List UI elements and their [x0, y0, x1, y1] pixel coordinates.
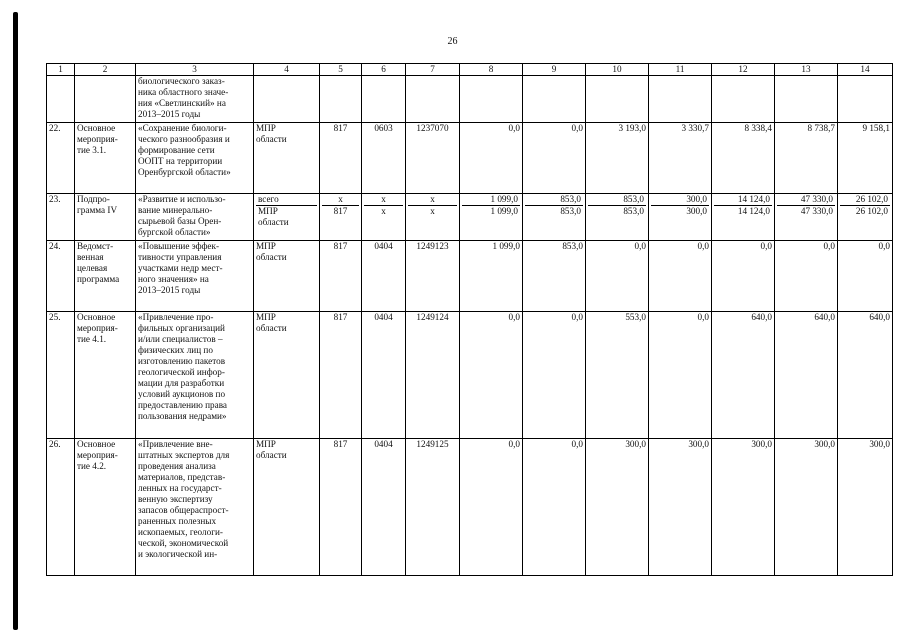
- amount-col10: [586, 76, 649, 123]
- code-section: 0603: [362, 123, 406, 194]
- amount-col13: 0,0: [775, 241, 838, 312]
- amount-col8: 0,0: [460, 312, 523, 439]
- executor-line: всего: [256, 194, 317, 206]
- column-header-1: 1: [47, 64, 75, 76]
- amount-col12: [712, 194, 775, 241]
- table-row: [47, 439, 893, 576]
- item-description: «Привлечение вне- штатных экспертов для проведения анализа материалов, представ- ленных на государст- венную экспертизу запасов общераспрост- раненных полезных ископаемых, геологи- ческой, экономической и экологической ин-: [136, 439, 254, 576]
- item-type: Ведомст- венная целевая программа: [75, 241, 136, 312]
- amount-col11-line: 300,0: [686, 206, 707, 216]
- column-header-4: 4: [254, 64, 320, 76]
- amount-col12: 640,0: [712, 312, 775, 439]
- amount-col13-line: 47 330,0: [777, 194, 835, 206]
- code-ministry: 817: [320, 123, 362, 194]
- column-header-9: 9: [523, 64, 586, 76]
- amount-col11-line: 300,0: [651, 194, 709, 206]
- executor: [254, 76, 320, 123]
- row-number: 26.: [47, 439, 75, 576]
- amount-col14: 9 158,1: [838, 123, 893, 194]
- code-ministry: [320, 194, 362, 241]
- amount-col12: [712, 76, 775, 123]
- amount-col10: 553,0: [586, 312, 649, 439]
- amount-col12-line: 14 124,0: [737, 206, 770, 216]
- executor: [254, 194, 320, 241]
- code-ministry: 817: [320, 241, 362, 312]
- amount-col13: 8 738,7: [775, 123, 838, 194]
- amount-col8: [460, 76, 523, 123]
- row-number: 22.: [47, 123, 75, 194]
- column-header-11: 11: [649, 64, 712, 76]
- column-header-7: 7: [406, 64, 460, 76]
- amount-col9-line: 853,0: [525, 194, 583, 206]
- code-article-line: x: [430, 206, 435, 216]
- item-type: Основное мероприя- тие 4.1.: [75, 312, 136, 439]
- amount-col11: [649, 194, 712, 241]
- code-ministry: [320, 76, 362, 123]
- amount-col10-line: 853,0: [623, 206, 644, 216]
- executor: МПР области: [254, 123, 320, 194]
- row-number: 25.: [47, 312, 75, 439]
- amount-col13: [775, 194, 838, 241]
- code-section: 0404: [362, 439, 406, 576]
- column-header-10: 10: [586, 64, 649, 76]
- binding-edge: [13, 12, 18, 630]
- code-ministry: 817: [320, 312, 362, 439]
- amount-col14: 640,0: [838, 312, 893, 439]
- amount-col9: 0,0: [523, 439, 586, 576]
- column-header-2: 2: [75, 64, 136, 76]
- row-number: 23.: [47, 194, 75, 241]
- amount-col8: [460, 194, 523, 241]
- item-description: «Развитие и использо- вание минерально- сырьевой базы Орен- бургской области»: [136, 194, 254, 241]
- executor: МПР области: [254, 439, 320, 576]
- amount-col12: 0,0: [712, 241, 775, 312]
- amount-col14-line: 26 102,0: [855, 206, 888, 216]
- column-header-3: 3: [136, 64, 254, 76]
- amount-col14: [838, 194, 893, 241]
- code-article: 1249124: [406, 312, 460, 439]
- amount-col13-line: 47 330,0: [800, 206, 833, 216]
- amount-col8: 0,0: [460, 123, 523, 194]
- code-article-line: x: [408, 194, 457, 206]
- item-description: «Привлечение про- фильных организаций и/или специалистов – физических лиц по изготовлению пакетов геологической инфор- мации для разработки условий аукционов по предоставлению права пользования недрами»: [136, 312, 254, 439]
- executor: МПР области: [254, 312, 320, 439]
- code-section: [362, 76, 406, 123]
- column-header-5: 5: [320, 64, 362, 76]
- header-row: [47, 64, 893, 76]
- item-type: Основное мероприя- тие 3.1.: [75, 123, 136, 194]
- table-row: [47, 123, 893, 194]
- code-article: [406, 76, 460, 123]
- code-section-line: x: [381, 206, 386, 216]
- column-header-14: 14: [838, 64, 893, 76]
- amount-col9: 0,0: [523, 123, 586, 194]
- code-ministry-line: 817: [333, 206, 348, 216]
- amount-col8: 1 099,0: [460, 241, 523, 312]
- amount-col10: 300,0: [586, 439, 649, 576]
- amount-col10-line: 853,0: [588, 194, 646, 206]
- executor: МПР области: [254, 241, 320, 312]
- item-description: биологического заказ- ника областного значе- ния «Светлинский» на 2013–2015 годы: [136, 76, 254, 123]
- amount-col11: 300,0: [649, 439, 712, 576]
- code-article: 1249125: [406, 439, 460, 576]
- amount-col10: 0,0: [586, 241, 649, 312]
- code-ministry: 817: [320, 439, 362, 576]
- amount-col13: 640,0: [775, 312, 838, 439]
- amount-col12-line: 14 124,0: [714, 194, 772, 206]
- item-type: Основное мероприя- тие 4.2.: [75, 439, 136, 576]
- page-number: 26: [447, 36, 458, 47]
- amount-col9: [523, 194, 586, 241]
- budget-table: [46, 63, 893, 576]
- amount-col14: 0,0: [838, 241, 893, 312]
- item-description: «Сохранение биологи- ческого разнообразия и формирование сети ООПТ на территории Оренбургской области»: [136, 123, 254, 194]
- item-type: Подпро- грамма IV: [75, 194, 136, 241]
- item-type: [75, 76, 136, 123]
- amount-col9: 0,0: [523, 312, 586, 439]
- amount-col11: 0,0: [649, 241, 712, 312]
- amount-col12: 300,0: [712, 439, 775, 576]
- item-description: «Повышение эффек- тивности управления участками недр мест- ного значения» на 2013–2015 годы: [136, 241, 254, 312]
- table-row: [47, 76, 893, 123]
- code-section: 0404: [362, 312, 406, 439]
- table-row: [47, 194, 893, 241]
- amount-col14: 300,0: [838, 439, 893, 576]
- code-section: [362, 194, 406, 241]
- table-row: [47, 241, 893, 312]
- column-header-8: 8: [460, 64, 523, 76]
- amount-col13: [775, 76, 838, 123]
- amount-col8: 0,0: [460, 439, 523, 576]
- code-article: 1249123: [406, 241, 460, 312]
- amount-col11: 0,0: [649, 312, 712, 439]
- amount-col9: 853,0: [523, 241, 586, 312]
- amount-col14: [838, 76, 893, 123]
- amount-col14-line: 26 102,0: [840, 194, 890, 206]
- code-article: 1237070: [406, 123, 460, 194]
- column-header-6: 6: [362, 64, 406, 76]
- amount-col13: 300,0: [775, 439, 838, 576]
- table-row: [47, 312, 893, 439]
- amount-col12: 8 338,4: [712, 123, 775, 194]
- amount-col10: 3 193,0: [586, 123, 649, 194]
- code-section-line: x: [364, 194, 403, 206]
- code-article: [406, 194, 460, 241]
- row-number: [47, 76, 75, 123]
- amount-col10: [586, 194, 649, 241]
- amount-col8-line: 1 099,0: [462, 194, 520, 206]
- amount-col11: 3 330,7: [649, 123, 712, 194]
- executor-line: МПР области: [258, 206, 289, 227]
- amount-col9-line: 853,0: [560, 206, 581, 216]
- amount-col8-line: 1 099,0: [490, 206, 518, 216]
- row-number: 24.: [47, 241, 75, 312]
- column-header-13: 13: [775, 64, 838, 76]
- code-ministry-line: x: [322, 194, 359, 206]
- amount-col11: [649, 76, 712, 123]
- code-section: 0404: [362, 241, 406, 312]
- column-header-12: 12: [712, 64, 775, 76]
- amount-col9: [523, 76, 586, 123]
